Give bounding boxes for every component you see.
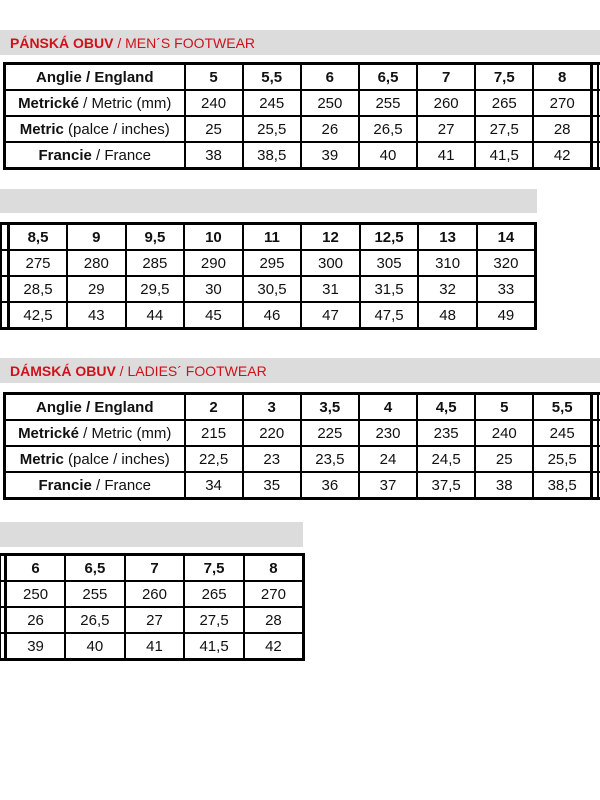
row-label-cell: [5, 116, 185, 142]
size-cell: 41: [125, 633, 185, 660]
size-cell: 24,5: [417, 446, 475, 472]
size-cell: 38: [475, 472, 533, 499]
table-row: [5, 142, 592, 169]
size-cell: 41: [417, 142, 475, 169]
row-label-czech: Francie: [38, 146, 92, 164]
row-label-czech: Francie: [38, 476, 92, 494]
size-cell: 7: [125, 555, 185, 582]
size-cell: 28: [533, 116, 591, 142]
row-label-english: / France: [91, 146, 152, 164]
size-cell: 26,5: [65, 607, 125, 633]
row-label-cell: [5, 472, 185, 499]
size-cell: 14: [477, 224, 536, 251]
ladies-size-table-part1: [3, 392, 593, 500]
size-cell: 23: [243, 446, 301, 472]
size-cell: 5,5: [243, 64, 301, 91]
table-row: [5, 472, 592, 499]
size-cell: 5,5: [533, 394, 591, 421]
size-cell: 6: [6, 555, 66, 582]
mens-table-right-cut-sliver: [593, 62, 600, 170]
size-cell: 42: [244, 633, 304, 660]
table-row: [9, 276, 536, 302]
size-cell: 40: [359, 142, 417, 169]
size-cell: 25,5: [533, 446, 591, 472]
size-cell: 27: [125, 607, 185, 633]
size-cell: 46: [243, 302, 302, 329]
ladies-continuation-strip: [0, 522, 303, 547]
row-label-english: / France: [91, 476, 152, 494]
size-cell: 30,5: [243, 276, 302, 302]
size-cell: 25: [185, 116, 243, 142]
size-cell: 25: [475, 446, 533, 472]
size-cell: 25,5: [243, 116, 301, 142]
ladies-section-header-strip: [0, 358, 600, 383]
size-cell: 275: [9, 250, 68, 276]
row-label-czech: Metric: [19, 120, 64, 138]
size-cell: 36: [301, 472, 359, 499]
size-cell: 295: [243, 250, 302, 276]
table-row: [5, 446, 592, 472]
size-cell: 320: [477, 250, 536, 276]
size-cell: 7,5: [475, 64, 533, 91]
size-cell: 300: [301, 250, 360, 276]
size-cell: 260: [417, 90, 475, 116]
row-label-cell: [5, 394, 185, 421]
size-cell: 12,5: [360, 224, 419, 251]
size-cell: 11: [243, 224, 302, 251]
size-cell: 26: [6, 607, 66, 633]
mens-section-title: [10, 36, 255, 50]
row-label-cell: [5, 446, 185, 472]
size-cell: 38,5: [243, 142, 301, 169]
size-cell: 7,5: [184, 555, 244, 582]
size-cell: 265: [184, 581, 244, 607]
row-label-cell: [5, 142, 185, 169]
row-label-cell: [5, 420, 185, 446]
size-cell: 5: [475, 394, 533, 421]
size-cell: 47: [301, 302, 360, 329]
size-cell: 31,5: [360, 276, 419, 302]
size-cell: 280: [67, 250, 126, 276]
size-cell: 32: [418, 276, 477, 302]
size-cell: 35: [243, 472, 301, 499]
size-cell: 6: [301, 64, 359, 91]
row-label-cell: [5, 64, 185, 91]
size-cell: 43: [67, 302, 126, 329]
size-cell: 29: [67, 276, 126, 302]
ladies-title-english: / LADIES´ FOOTWEAR: [115, 362, 267, 379]
mens-section-header-strip: [0, 30, 600, 55]
row-label-english: (palce / inches): [63, 120, 170, 138]
size-cell: 250: [301, 90, 359, 116]
size-cell: 40: [65, 633, 125, 660]
table-row: [9, 250, 536, 276]
size-cell: 225: [301, 420, 359, 446]
size-cell: 220: [243, 420, 301, 446]
size-cell: 290: [184, 250, 243, 276]
table-row: [5, 394, 592, 421]
mens-continuation-strip: [0, 189, 537, 213]
size-cell: 245: [243, 90, 301, 116]
size-cell: 265: [475, 90, 533, 116]
size-cell: 38: [185, 142, 243, 169]
row-label-cell: [5, 90, 185, 116]
size-cell: 26: [301, 116, 359, 142]
size-cell: 240: [475, 420, 533, 446]
size-cell: 255: [65, 581, 125, 607]
size-cell: 240: [185, 90, 243, 116]
table-row: [5, 116, 592, 142]
mens-table-left-cut-sliver: [0, 222, 7, 330]
size-cell: 230: [359, 420, 417, 446]
size-cell: 37,5: [417, 472, 475, 499]
size-cell: 3: [243, 394, 301, 421]
size-cell: 37: [359, 472, 417, 499]
size-cell: 305: [360, 250, 419, 276]
row-label-czech: Anglie: [35, 68, 82, 86]
size-cell: 270: [533, 90, 591, 116]
row-label-english: / England: [81, 398, 154, 416]
size-cell: 8: [533, 64, 591, 91]
size-cell: 39: [301, 142, 359, 169]
size-cell: 250: [6, 581, 66, 607]
size-cell: 26,5: [359, 116, 417, 142]
row-label-czech: Metrické: [18, 424, 79, 442]
size-cell: 27: [417, 116, 475, 142]
size-cell: 23,5: [301, 446, 359, 472]
size-cell: 41,5: [184, 633, 244, 660]
size-cell: 41,5: [475, 142, 533, 169]
ladies-section-title: [10, 364, 267, 378]
size-cell: 4,5: [417, 394, 475, 421]
size-cell: 33: [477, 276, 536, 302]
row-label-english: (palce / inches): [63, 450, 170, 468]
size-cell: 49: [477, 302, 536, 329]
ladies-title-czech: DÁMSKÁ OBUV: [10, 362, 116, 379]
size-cell: 6,5: [359, 64, 417, 91]
table-row: [5, 420, 592, 446]
size-cell: 30: [184, 276, 243, 302]
mens-size-table-part1: [3, 62, 593, 170]
row-label-czech: Metric: [19, 450, 64, 468]
size-cell: 42: [533, 142, 591, 169]
size-cell: 38,5: [533, 472, 591, 499]
size-cell: 39: [6, 633, 66, 660]
row-label-czech: Metrické: [18, 94, 79, 112]
table-row: [5, 90, 592, 116]
size-cell: 270: [244, 581, 304, 607]
table-row: [6, 607, 304, 633]
table-row: [6, 633, 304, 660]
size-cell: 10: [184, 224, 243, 251]
size-cell: 34: [185, 472, 243, 499]
size-cell: 29,5: [126, 276, 185, 302]
table-row: [5, 64, 592, 91]
size-cell: 13: [418, 224, 477, 251]
ladies-table-right-cut-sliver: [593, 392, 600, 500]
size-cell: 6,5: [65, 555, 125, 582]
size-cell: 22,5: [185, 446, 243, 472]
size-cell: 310: [418, 250, 477, 276]
size-cell: 255: [359, 90, 417, 116]
size-cell: 215: [185, 420, 243, 446]
size-cell: 235: [417, 420, 475, 446]
size-cell: 27,5: [184, 607, 244, 633]
size-cell: 24: [359, 446, 417, 472]
row-label-english: / England: [81, 68, 154, 86]
size-cell: 260: [125, 581, 185, 607]
size-cell: 42,5: [9, 302, 68, 329]
row-label-english: / Metric (mm): [78, 94, 172, 112]
size-cell: 2: [185, 394, 243, 421]
size-cell: 9: [67, 224, 126, 251]
mens-title-czech: PÁNSKÁ OBUV: [10, 34, 114, 51]
table-row: [6, 555, 304, 582]
size-cell: 12: [301, 224, 360, 251]
size-cell: 27,5: [475, 116, 533, 142]
size-cell: 44: [126, 302, 185, 329]
size-cell: 3,5: [301, 394, 359, 421]
row-label-czech: Anglie: [35, 398, 82, 416]
size-cell: 245: [533, 420, 591, 446]
size-cell: 28,5: [9, 276, 68, 302]
size-cell: 8,5: [9, 224, 68, 251]
table-row: [6, 581, 304, 607]
size-cell: 8: [244, 555, 304, 582]
mens-title-english: / MEN´S FOOTWEAR: [113, 34, 256, 51]
size-cell: 28: [244, 607, 304, 633]
row-label-english: / Metric (mm): [78, 424, 172, 442]
size-cell: 47,5: [360, 302, 419, 329]
size-cell: 7: [417, 64, 475, 91]
size-cell: 45: [184, 302, 243, 329]
table-row: [9, 224, 536, 251]
size-cell: 4: [359, 394, 417, 421]
mens-size-table-part2: [7, 222, 537, 330]
size-cell: 48: [418, 302, 477, 329]
ladies-size-table-part2: [4, 553, 305, 661]
size-cell: 31: [301, 276, 360, 302]
table-row: [9, 302, 536, 329]
size-cell: 9,5: [126, 224, 185, 251]
size-cell: 285: [126, 250, 185, 276]
size-cell: 5: [185, 64, 243, 91]
